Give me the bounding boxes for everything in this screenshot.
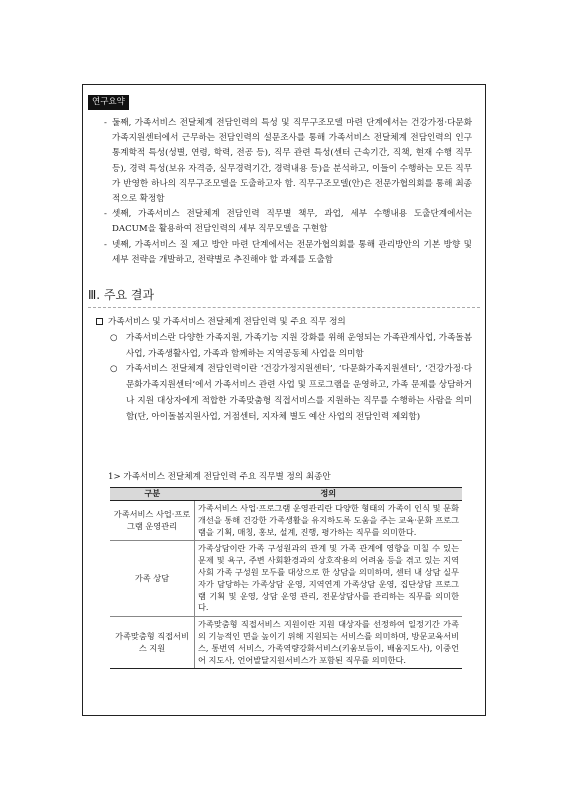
row-definition: 가족맞춤형 직접서비스 지원이란 지원 대상자를 선정하여 일정기간 가족의 기능적인 면을 높이기 위해 지원되는 서비스를 의미하며, 방문교육서비스, 통번역 서비스, 가족역량강화서비스(키움보듬이, 배움지도사), 이중언어 지도사, 언어발달지원서비스가 포함된 직무를 의미한다. [195, 617, 463, 669]
row-definition: 가족서비스 사업·프로그램 운영관리란 다양한 형태의 가족이 인식 및 문화 개선을 통해 건강한 가족생활을 유지하도록 도움을 주는 교육·문화 프로그램을 기획, 매칭, 홍보, 설계, 진행, 평가하는 직무를 의미한다. [195, 501, 463, 541]
main-results [96, 315, 472, 426]
square-item [96, 315, 472, 331]
summary-item-text: 넷째, 가족서비스 질 제고 방안 마련 단계에서는 전문가협의회를 통해 관리방안의 기본 방향 및 세부 전략을 개발하고, 전략별로 추진해야 할 과제를 도출함 [112, 239, 472, 265]
definition-table [110, 487, 462, 669]
summary-section [104, 116, 472, 268]
circle-item [96, 331, 472, 363]
summary-item [104, 207, 472, 237]
section-divider [88, 307, 480, 308]
table-row [110, 541, 462, 617]
circle-item [96, 362, 472, 425]
table-row [110, 501, 462, 541]
dash-marker: - [104, 209, 107, 220]
checkbox-square-icon [96, 318, 103, 325]
circle-item-text: 가족서비스 전달체계 전담인력이란 ‘건강가정지원센터’, ‘다문화가족지원센터’, ‘건강가정·다문화가족지원센터’에서 가족서비스 관련 사업 및 프로그램을 운영하고, 가족 문제를 상담하거나 지원 대상자에게 적합한 가족맞춤형 직접서비스를 지원하는 직무를 수행하는 사람을 의미함(단, 아이돌봄지원사업, 거점센터, 지자체 별도 예산 사업의 전담인력 제외함) [126, 364, 472, 422]
summary-label: 연구요약 [88, 95, 129, 110]
dash-marker: - [104, 118, 107, 128]
circle-bullet-icon: ○ [110, 364, 118, 375]
table-row [110, 617, 462, 669]
circle-bullet-icon: ○ [110, 332, 118, 343]
header-definition: 정의 [195, 488, 463, 501]
row-category: 가족 상담 [110, 541, 195, 617]
table-header-row [110, 488, 462, 501]
summary-item-text: 둘째, 가족서비스 전달체계 전담인력의 특성 및 직무구조모델 마련 단계에서는 건강가정·다문화가족지원센터에서 근무하는 전담인력의 설문조사를 통해 가족서비스 전달체계 전담인력의 인구통계학적 특성(성별, 연령, 학력, 전공 등), 직무 관련 특성(센터 근속기간, 직책, 현재 수행 직무 등), 경력 특성(보유 자격증, 실무경력기간, 경력내용 등)을 분석하고, 이들이 수행하는 모든 직무가 반영한 하나의 직무구조모델을 도출하고자 함. 직무구조모델(안)은 전문가협의회를 통해 최종적으로 확정함 [112, 118, 472, 205]
row-category: 가족맞춤형 직접서비스 지원 [110, 617, 195, 669]
summary-item [104, 116, 472, 207]
square-item-text: 가족서비스 및 가족서비스 전달체계 전담인력 및 주요 직무 정의 [108, 317, 346, 327]
row-category: 가족서비스 사업·프로그램 운영관리 [110, 501, 195, 541]
dash-marker: - [104, 239, 107, 250]
summary-item-text: 셋째, 가족서비스 전달체계 전담인력 직무별 책무, 과업, 세부 수행내용 도출단계에서는 DACUM을 활용하여 전담인력의 세부 직무모델을 구현함 [112, 209, 472, 235]
summary-item [104, 238, 472, 268]
circle-item-text: 가족서비스란 다양한 가족지원, 가족기능 지원 강화를 위해 운영되는 가족관계사업, 가족돌봄사업, 가족생활사업, 가족과 함께하는 지역공동체 사업을 의미함 [126, 332, 472, 359]
table-title: 1> 가족서비스 전달체계 전담인력 주요 직무별 정의 최종안 [108, 472, 331, 482]
section-title: Ⅲ. 주요 결과 [88, 288, 155, 302]
header-category: 구분 [110, 488, 195, 501]
row-definition: 가족상담이란 가족 구성원과의 관계 및 가족 관계에 영향을 미칠 수 있는 문제 및 욕구, 주변 사회환경과의 상호작용의 어려움 등을 겪고 있는 지역사회 가족 구성원 모두를 대상으로 한 상담을 의미하며, 센터 내 상담 실무자가 담당하는 가족상담 운영, 지역연계 가족상담 운영, 집단상담 프로그램 기획 및 운영, 상담 운영 관리, 전문상담사를 관리하는 직무를 의미한다. [195, 541, 463, 617]
